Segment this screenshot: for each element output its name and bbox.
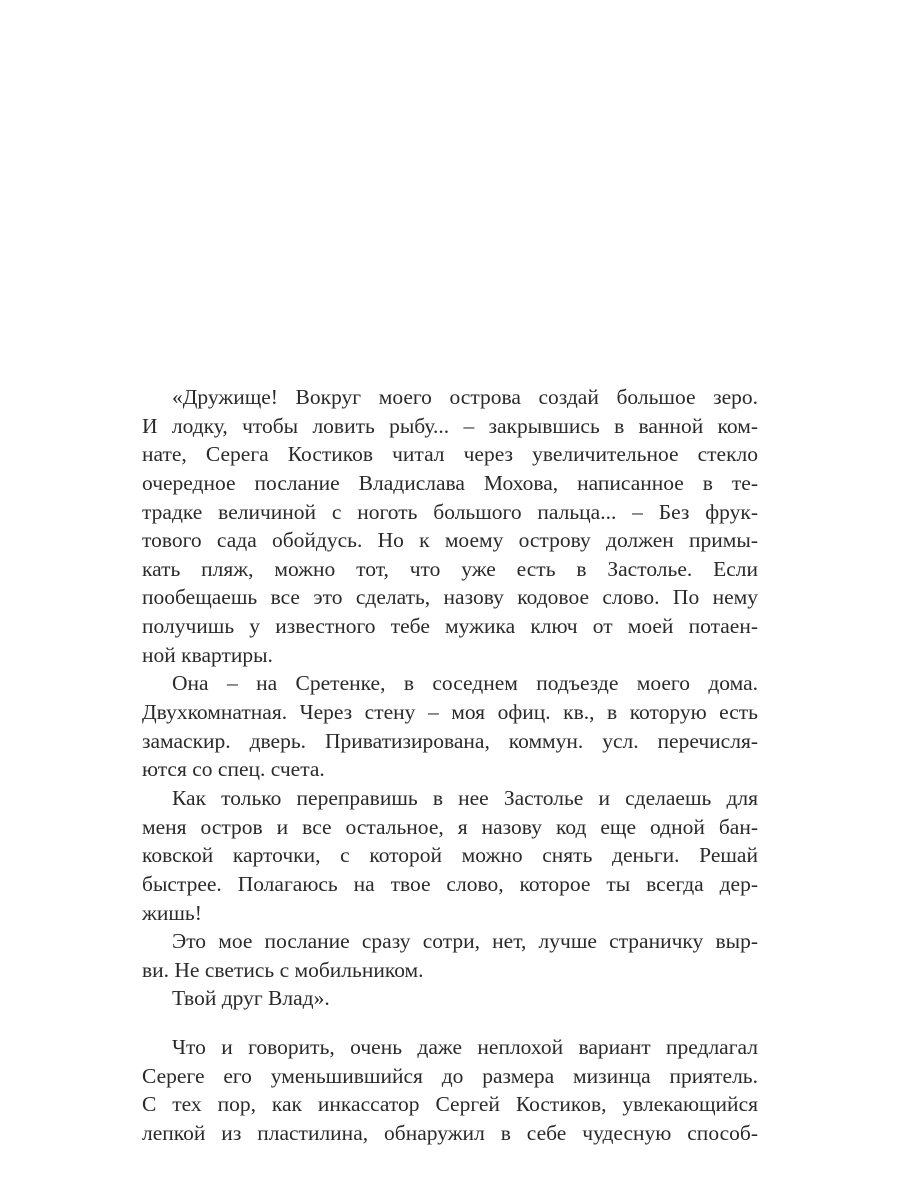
paragraph (142, 984, 758, 1013)
text-line: Это мое послание сразу сотри, нет, лучше страничку выр- (172, 929, 758, 954)
text-line: ются со спец. счета. (142, 757, 325, 782)
paragraph (142, 784, 758, 927)
text-line: меня остров и все остальное, я назову код еще одной бан- (142, 814, 758, 839)
text-line: ной квартиры. (142, 642, 273, 667)
text-line: Двухкомнатная. Через стену – моя офиц. кв., в которую есть (142, 700, 758, 725)
paragraph (142, 927, 758, 984)
text-line: Она – на Сретенке, в соседнем подъезде моего дома. (172, 671, 758, 696)
paragraph (142, 383, 758, 669)
text-line: Сереге его уменьшившийся до размера мизинца приятель. (142, 1063, 758, 1088)
text-line: ви. Не светись с мобильником. (142, 957, 424, 982)
text-line: получишь у известного тебе мужика ключ от моей потаен- (142, 614, 758, 639)
book-page-text (142, 383, 758, 1148)
text-line: кать пляж, можно тот, что уже есть в Застолье. Если (142, 556, 758, 581)
text-line: Твой друг Влад». (172, 986, 330, 1011)
text-line: тового сада обойдусь. Но к моему острову должен примы- (142, 528, 758, 553)
text-line: быстрее. Полагаюсь на твое слово, которое ты всегда дер- (142, 871, 758, 896)
text-line: Что и говорить, очень даже неплохой вариант предлагал (172, 1035, 758, 1060)
text-line: замаскир. дверь. Приватизирована, коммун. усл. перечисля- (142, 728, 758, 753)
text-line: очередное послание Владислава Мохова, написанное в те- (142, 470, 758, 495)
text-line: С тех пор, как инкассатор Сергей Костиков, увлекающийся (142, 1092, 758, 1117)
text-line: ковской карточки, с которой можно снять деньги. Решай (142, 843, 758, 868)
text-line: Как только переправишь в нее Застолье и сделаешь для (172, 785, 758, 810)
text-line: пообещаешь все это сделать, назову кодовое слово. По нему (142, 585, 758, 610)
text-line: нате, Серега Костиков читал через увеличительное стекло (142, 442, 758, 467)
text-line: лепкой из пластилина, обнаружил в себе чудесную способ- (142, 1121, 758, 1146)
text-line: И лодку, чтобы ловить рыбу... – закрывшись в ванной ком- (142, 413, 758, 438)
text-line: жишь! (142, 900, 202, 925)
paragraph (142, 669, 758, 784)
paragraph (142, 1033, 758, 1148)
text-line: традке величиной с ноготь большого пальца... – Без фрук- (142, 499, 758, 524)
text-line: «Дружище! Вокруг моего острова создай большое зеро. (172, 385, 758, 409)
